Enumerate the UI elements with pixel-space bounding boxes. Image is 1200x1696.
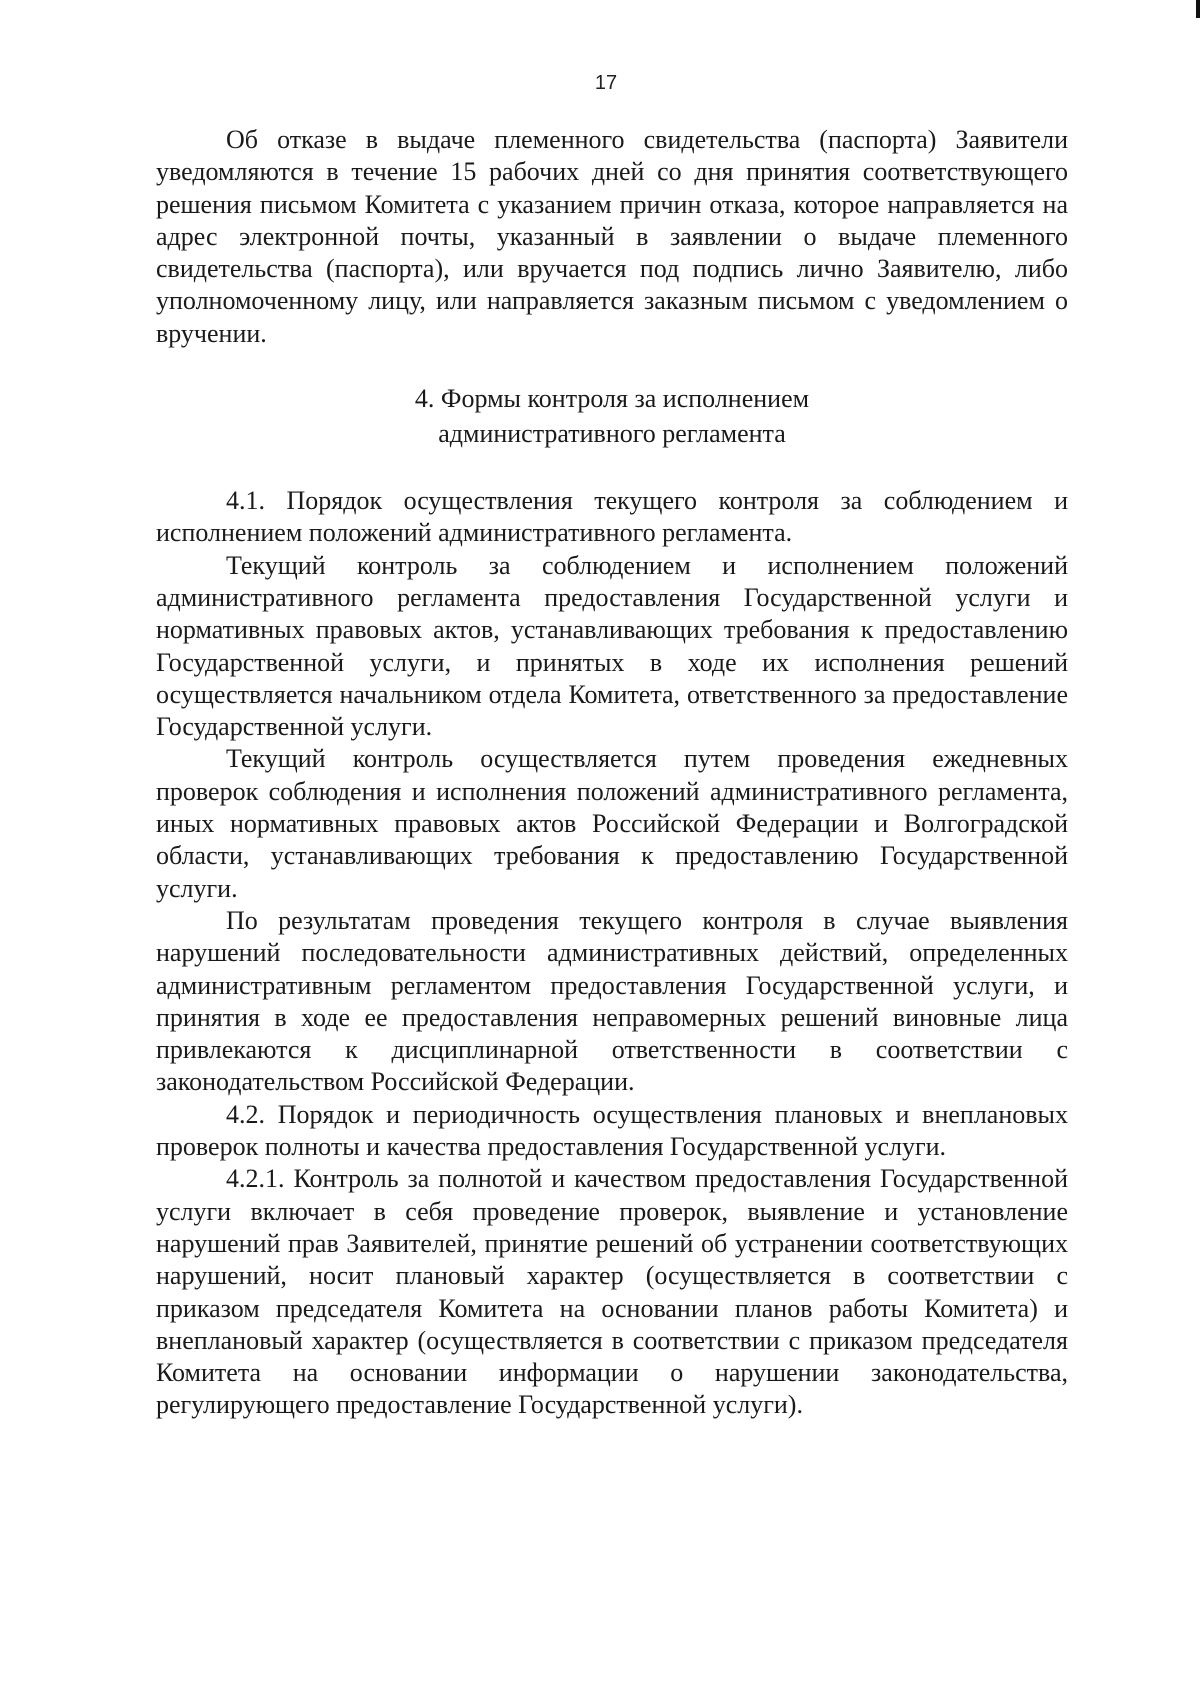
- paragraph-4-2: 4.2. Порядок и периодичность осуществления плановых и внеплановых проверок полноты и качества предоставления Государственной услуги.: [156, 1099, 1068, 1162]
- paragraph-4-1: 4.1. Порядок осуществления текущего контроля за соблюдением и исполнением положений административного регламента.: [156, 486, 1068, 548]
- section-heading: [156, 381, 1068, 451]
- scan-edge-mark: [1196, 0, 1200, 18]
- section-heading-line-1: 4. Формы контроля за исполнением: [414, 384, 810, 414]
- paragraph-refusal-notice: Об отказе в выдаче племенного свидетельства (паспорта) Заявители уведомляются в течение 15 рабочих дней со дня принятия соответствующего решения письмом Комитета с указанием причин отказа, которое направляется на адрес электронной почты, указанный в заявлении о выдаче племенного свидетельства (паспорта), или вручается под подпись лично Заявителю, либо уполномоченному лицу, или направляется заказным письмом с уведомлением о вручении.: [156, 125, 1068, 348]
- document-body: [156, 124, 1068, 1422]
- page-number: 17: [594, 72, 618, 94]
- section-heading-line-2: административного регламента: [438, 419, 786, 449]
- paragraph-4-2-1: 4.2.1. Контроль за полнотой и качеством предоставления Государственной услуги включает в себя проведение проверок, выявление и установление нарушений прав Заявителей, принятие решений об устранении соответствующих нарушений, носит плановый характер (осуществляется в соответствии с приказом председателя Комитета на основании планов работы Комитета) и внеплановый характер (осуществляется в соответствии с приказом председателя Комитета на основании информации о нарушении законодательства, регулирующего предоставление Государственной услуги).: [156, 1164, 1068, 1420]
- paragraph-daily-checks: Текущий контроль осуществляется путем проведения ежедневных проверок соблюдения и исполнения положений административного регламента, иных нормативных правовых актов Российской Федерации и Волгоградской области, устанавливающих требования к предоставлению Государственной услуги.: [156, 744, 1068, 903]
- paragraph-current-control: Текущий контроль за соблюдением и исполнением положений административного регламента предоставления Государственной услуги и нормативных правовых актов, устанавливающих требования к предоставлению Государственной услуги, и принятых в ходе их исполнения решений осуществляется начальником отдела Комитета, ответственного за предоставление Государственной услуги.: [156, 550, 1068, 742]
- paragraph-violations: По результатам проведения текущего контроля в случае выявления нарушений последовательности административных действий, определенных административным регламентом предоставления Государственной услуги, и принятия в ходе ее предоставления неправомерных решений виновные лица привлекаются к дисциплинарной ответственности в соответствии с законодательством Российской Федерации.: [156, 905, 1068, 1097]
